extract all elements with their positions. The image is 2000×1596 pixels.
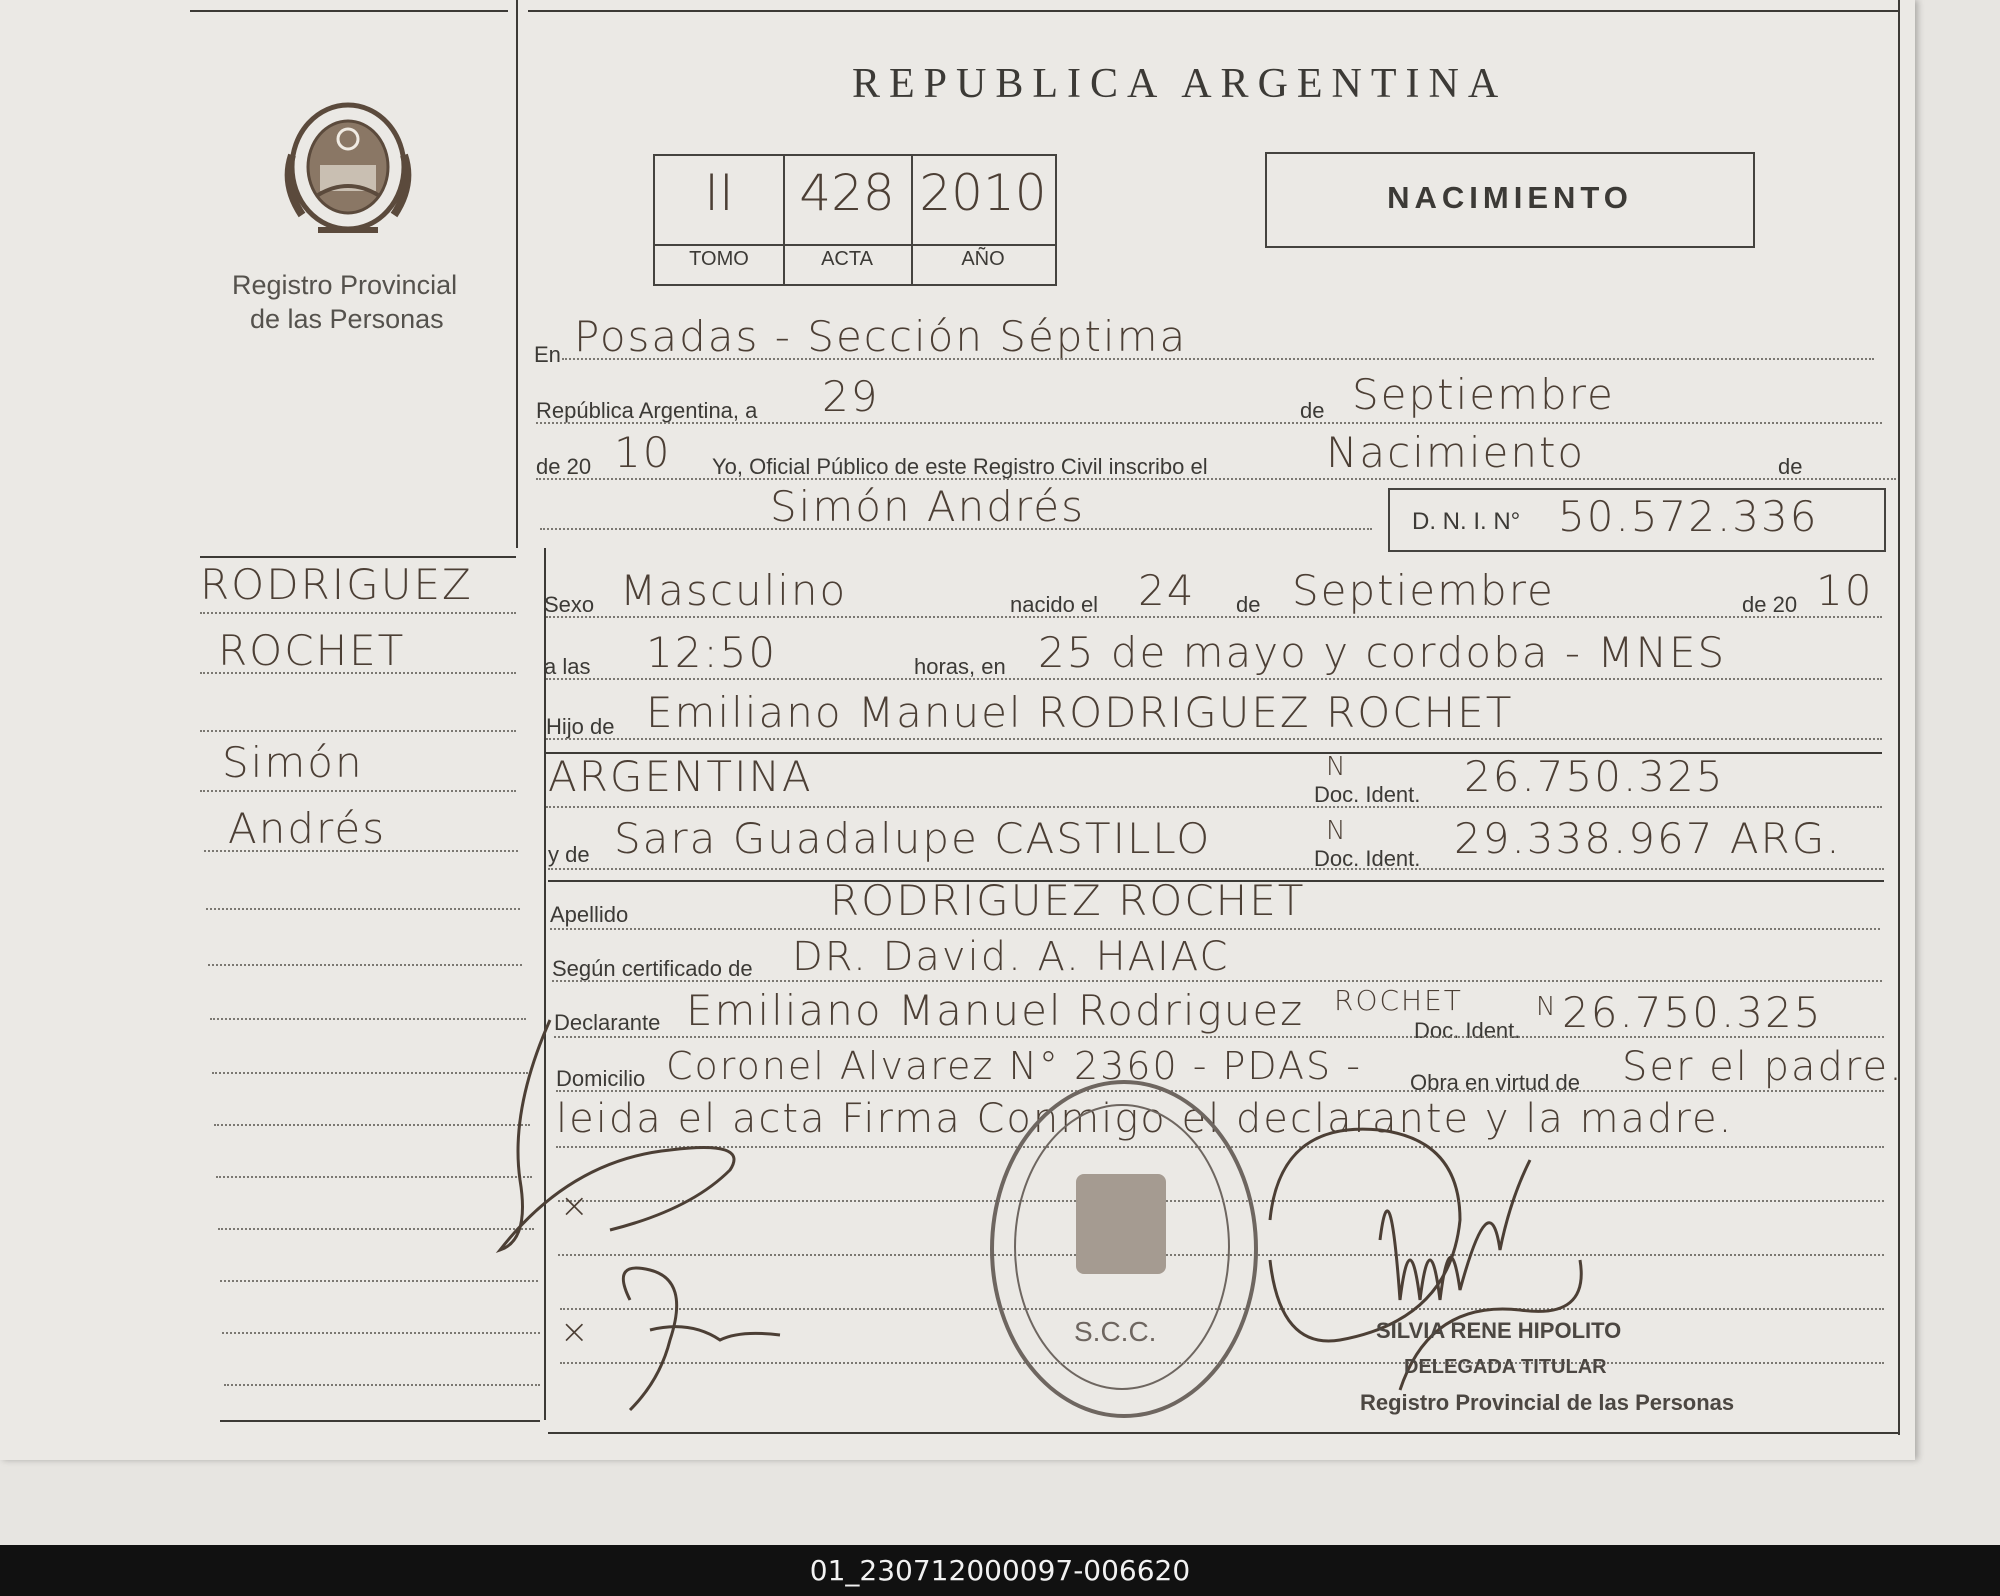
right-border bbox=[1898, 0, 1900, 1435]
declarante-value: Emiliano Manuel Rodriguez bbox=[686, 986, 1305, 1035]
sexo-label: Sexo bbox=[544, 592, 595, 617]
sexo-line bbox=[546, 616, 1882, 618]
segun-label: Según certificado de bbox=[552, 956, 753, 981]
margin-given-line2: Andrés bbox=[228, 804, 387, 853]
margin-surname-line1: RODRIGUEZ bbox=[200, 560, 473, 609]
hijo-line bbox=[546, 738, 1882, 740]
year-value: 10 bbox=[614, 428, 672, 477]
declarant-signature-icon bbox=[490, 1000, 910, 1420]
de20-line bbox=[536, 478, 1896, 480]
official-organization: Registro Provincial de las Personas bbox=[1360, 1390, 1735, 1415]
declarante-doc-label: Doc. Ident. bbox=[1414, 1018, 1521, 1043]
day-value: 29 bbox=[822, 372, 880, 421]
name-line bbox=[540, 528, 1372, 530]
apellido-label: Apellido bbox=[550, 902, 629, 927]
alas-line bbox=[546, 678, 1882, 680]
bottom-rule-right bbox=[548, 1432, 1898, 1434]
horas-label: horas, en bbox=[914, 654, 1006, 679]
margin-line bbox=[210, 1018, 526, 1020]
apellido-line bbox=[550, 928, 1880, 930]
margin-line bbox=[200, 790, 516, 792]
birth-year-value: 10 bbox=[1816, 566, 1874, 615]
declarante-doc-n-mark: N bbox=[1536, 992, 1558, 1022]
top-rule-left bbox=[190, 10, 508, 12]
month-value: Septiembre bbox=[1352, 370, 1615, 419]
de20-label: de 20 bbox=[536, 454, 592, 479]
reading-statement-value: leida el acta Firma Conmigo el declarante y la madre. bbox=[556, 1096, 1734, 1142]
tomo-value: II bbox=[704, 164, 734, 222]
sexo-value: Masculino bbox=[620, 566, 848, 615]
margin-surname-line2: ROCHET bbox=[218, 626, 406, 675]
obra-label: Obra en virtud de bbox=[1410, 1070, 1580, 1095]
father-name-value: Emiliano Manuel RODRIGUEZ ROCHET bbox=[646, 688, 1514, 737]
acta-value: 428 bbox=[799, 164, 895, 222]
margin-line bbox=[204, 850, 518, 852]
official-name: SILVIA RENE HIPOLITO bbox=[1376, 1318, 1622, 1343]
margin-line bbox=[208, 964, 522, 966]
margin-line bbox=[200, 612, 516, 614]
anio-label: AÑO bbox=[961, 248, 1005, 270]
margin-line bbox=[216, 1176, 532, 1178]
signature-mark-2: × bbox=[560, 1312, 591, 1352]
de-label-3: de bbox=[1236, 592, 1261, 617]
scan-id-footer: 01_230712000097-006620 bbox=[0, 1545, 2000, 1596]
acta-label: ACTA bbox=[821, 248, 873, 270]
margin-line bbox=[212, 1072, 528, 1074]
margin-given-line1: Simón bbox=[222, 738, 364, 787]
mother-name-value: Sara Guadalupe CASTILLO bbox=[614, 814, 1212, 863]
segun-value: DR. David. A. HAIAC bbox=[792, 934, 1230, 980]
act-type-title: NACIMIENTO bbox=[1387, 180, 1633, 215]
father-doc-line bbox=[546, 806, 1882, 808]
en-value: Posadas - Sección Séptima bbox=[574, 312, 1188, 361]
birth-month-value: Septiembre bbox=[1292, 566, 1555, 615]
margin-column-divider bbox=[516, 0, 518, 548]
declarante-value-surname: ROCHET bbox=[1334, 984, 1463, 1017]
declarante-doc-value: 26.750.325 bbox=[1562, 988, 1823, 1037]
dni-value: 50.572.336 bbox=[1558, 492, 1819, 541]
dni-box bbox=[1388, 488, 1886, 552]
margin-line bbox=[214, 1124, 530, 1126]
father-doc-label: Doc. Ident. bbox=[1314, 782, 1421, 807]
mother-doc-n-mark: N bbox=[1326, 816, 1348, 846]
margin-section-rule bbox=[200, 556, 516, 558]
name-value: Simón Andrés bbox=[770, 482, 1085, 531]
dni-label: D. N. I. N° bbox=[1412, 508, 1521, 535]
tomo-label: TOMO bbox=[689, 248, 749, 270]
country-heading: REPUBLICA ARGENTINA bbox=[852, 61, 1508, 107]
place-value: 25 de mayo y cordoba - MNES bbox=[1038, 628, 1727, 677]
father-doc-n-mark: N bbox=[1326, 752, 1348, 782]
margin-line bbox=[200, 730, 516, 732]
father-nationality-value: ARGENTINA bbox=[548, 752, 813, 801]
agency-name-line1: Registro Provincial bbox=[232, 270, 458, 300]
oficial-label: Yo, Oficial Público de este Registro Civil inscribo el bbox=[712, 454, 1208, 479]
margin-line bbox=[206, 908, 520, 910]
mother-doc-value: 29.338.967 ARG. bbox=[1454, 814, 1842, 863]
father-doc-value: 26.750.325 bbox=[1464, 752, 1725, 801]
hijo-label: Hijo de bbox=[546, 714, 615, 739]
hour-value: 12:50 bbox=[646, 628, 778, 677]
republica-line bbox=[536, 422, 1882, 424]
official-seal-icon bbox=[990, 1080, 1258, 1418]
top-rule-right bbox=[528, 10, 1898, 12]
segun-line bbox=[552, 980, 1882, 982]
seal-text: S.C.C. bbox=[1074, 1316, 1157, 1347]
provincial-coat-of-arms-icon bbox=[278, 95, 418, 240]
declarante-label: Declarante bbox=[554, 1010, 661, 1035]
apellido-value: RODRIGUEZ ROCHET bbox=[830, 876, 1306, 925]
domicilio-label: Domicilio bbox=[556, 1066, 646, 1091]
anio-value: 2010 bbox=[919, 164, 1047, 222]
de-label: de bbox=[1300, 398, 1325, 423]
bottom-rule-left bbox=[220, 1420, 540, 1422]
act-type-box bbox=[1265, 152, 1755, 248]
nacido-label: nacido el bbox=[1010, 592, 1099, 617]
republica-label: República Argentina, a bbox=[536, 398, 758, 423]
de-label-2: de bbox=[1778, 454, 1803, 479]
record-number-box bbox=[653, 154, 1057, 286]
agency-name-line2: de las Personas bbox=[250, 304, 444, 334]
alas-label: a las bbox=[544, 654, 591, 679]
birth-day-value: 24 bbox=[1138, 566, 1196, 615]
inscribe-value: Nacimiento bbox=[1326, 428, 1586, 477]
en-line bbox=[562, 358, 1874, 360]
obra-value: Ser el padre. bbox=[1622, 1044, 1904, 1090]
en-label: En bbox=[534, 342, 561, 367]
yde-label: y de bbox=[548, 842, 590, 867]
domicilio-value: Coronel Alvarez N° 2360 - PDAS - bbox=[666, 1044, 1362, 1088]
de2010-label: de 20 bbox=[1742, 592, 1798, 617]
margin-line bbox=[218, 1228, 534, 1230]
signature-mark-1: × bbox=[560, 1186, 591, 1226]
mother-doc-label: Doc. Ident. bbox=[1314, 846, 1421, 871]
margin-line bbox=[200, 672, 516, 674]
official-title: DELEGADA TITULAR bbox=[1404, 1356, 1607, 1378]
official-signature-icon bbox=[1260, 1100, 1620, 1400]
mother-line bbox=[548, 868, 1884, 870]
